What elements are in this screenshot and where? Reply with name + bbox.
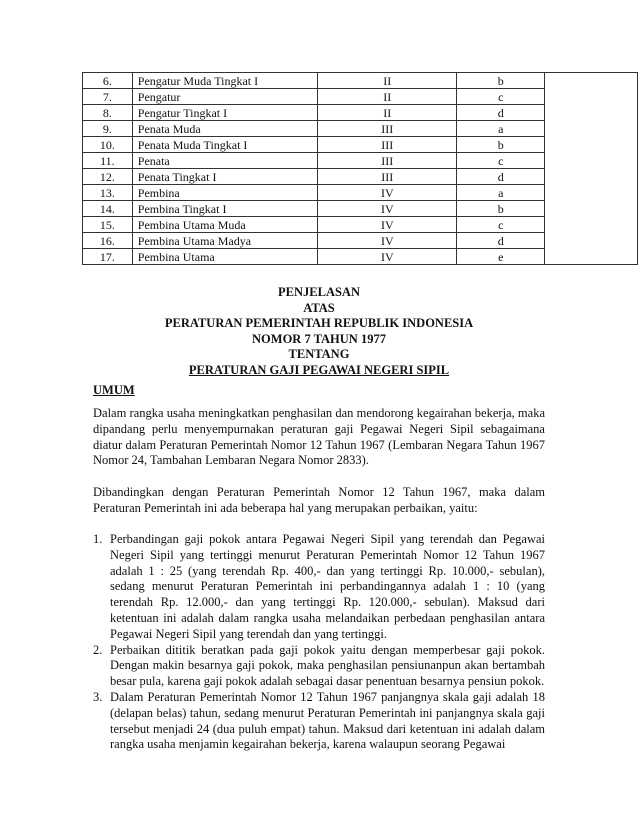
numbered-list [93, 532, 545, 753]
rank-name: Penata Tingkat I [132, 169, 317, 185]
golongan-cell: III [318, 153, 457, 169]
ruang-cell: c [457, 217, 545, 233]
row-number: 12. [83, 169, 133, 185]
paragraph: Dibandingkan dengan Peraturan Pemerintah Nomor 12 Tahun 1967, maka dalam Peraturan Pemerintah ini ada beberapa hal yang merupakan perbaikan, yaitu: [93, 485, 545, 515]
rank-name: Penata Muda [132, 121, 317, 137]
heading-line: NOMOR 7 TAHUN 1977 [252, 331, 386, 346]
list-item-text: Perbaikan dititik beratkan pada gaji pokok yaitu dengan memperbesar gaji pokok. Dengan makin besarnya gaji pokok, maka penghasilan pensiunanpun akan bertambah besar pula, karena gaji pokok adalah sebagai dasar penentuan besarnya pensiun pokok. [110, 642, 545, 689]
golongan-cell: IV [318, 249, 457, 265]
row-number: 6. [83, 73, 133, 89]
section-title: UMUM [93, 383, 135, 397]
rank-name: Penata [132, 153, 317, 169]
list-item [93, 643, 545, 690]
row-number: 8. [83, 105, 133, 121]
golongan-cell: III [318, 121, 457, 137]
golongan-cell: III [318, 169, 457, 185]
list-item-number: 3. [93, 689, 103, 704]
golongan-cell: IV [318, 185, 457, 201]
rank-name: Pembina Utama [132, 249, 317, 265]
ruang-cell: c [457, 153, 545, 169]
rank-name: Pembina Utama Madya [132, 233, 317, 249]
paragraph: Dalam rangka usaha meningkatkan penghasilan dan mendorong kegairahan bekerja, maka dipandang perlu menyempurnakan peraturan gaji Pegawai Negeri Sipil sebagaimana diatur dalam Peraturan Pemerintah Nomor 12 Tahun 1967 (Lembaran Negara Tahun 1967 Nomor 24, Tambahan Lembaran Negara Nomor 2833). [93, 406, 545, 468]
list-item [93, 690, 545, 753]
list-item-number: 2. [93, 642, 103, 657]
rank-table [82, 72, 638, 265]
golongan-cell: II [318, 73, 457, 89]
rank-name: Pengatur [132, 89, 317, 105]
ruang-cell: b [457, 73, 545, 89]
golongan-cell: II [318, 105, 457, 121]
row-number: 14. [83, 201, 133, 217]
golongan-cell: II [318, 89, 457, 105]
ruang-cell: d [457, 169, 545, 185]
rank-name: Pengatur Tingkat I [132, 105, 317, 121]
golongan-cell: IV [318, 217, 457, 233]
ruang-cell: d [457, 105, 545, 121]
rank-name: Penata Muda Tingkat I [132, 137, 317, 153]
rank-name: Pembina Utama Muda [132, 217, 317, 233]
row-number: 10. [83, 137, 133, 153]
ruang-cell: a [457, 121, 545, 137]
row-number: 16. [83, 233, 133, 249]
ruang-cell: d [457, 233, 545, 249]
heading-line: ATAS [303, 300, 335, 315]
heading-line: PENJELASAN [278, 285, 360, 299]
list-item-text: Dalam Peraturan Pemerintah Nomor 12 Tahun 1967 panjangnya skala gaji adalah 18 (delapan belas) tahun, sedang menurut Peraturan Pemerintah ini panjangnya skala gaji tersebut menjadi 24 (dua puluh empat) tahun. Maksud dari ketentuan ini adalah dalam rangka usaha menjamin kegairahan bekerja, karena walaupun seorang Pegawai [110, 689, 545, 752]
golongan-cell: III [318, 137, 457, 153]
list-item [93, 532, 545, 643]
explanation-heading [0, 285, 638, 378]
row-number: 11. [83, 153, 133, 169]
ruang-cell: b [457, 137, 545, 153]
heading-title: PERATURAN GAJI PEGAWAI NEGERI SIPIL [188, 362, 450, 377]
list-item-number: 1. [93, 532, 103, 546]
golongan-cell: IV [318, 201, 457, 217]
ruang-cell: a [457, 185, 545, 201]
rank-name: Pengatur Muda Tingkat I [132, 73, 317, 89]
row-number: 9. [83, 121, 133, 137]
row-number: 13. [83, 185, 133, 201]
rank-name: Pembina Tingkat I [132, 201, 317, 217]
golongan-cell: IV [318, 233, 457, 249]
row-number: 15. [83, 217, 133, 233]
heading-line: PERATURAN PEMERINTAH REPUBLIK INDONESIA [164, 316, 474, 330]
list-item-text: Perbandingan gaji pokok antara Pegawai Negeri Sipil yang terendah dan Pegawai Negeri Sipil yang tertinggi menurut Peraturan Pemerintah Nomor 12 Tahun 1967 adalah 1 : 25 (yang terendah Rp. 400,- dan yang tertinggi Rp. 10.000,- sebulan), sedang menurut Peraturan Pemerintah ini perbandingannya adalah 1 : 10 (yang terendah Rp. 12.000,- dan yang tertinggi Rp. 120.000,- sebulan). Maksud dari ketentuan ini adalah dalam rangka usaha melandaikan perbedaan penghasilan antara Pegawai Negeri Sipil yang terendah dan yang tertinggi. [110, 532, 545, 641]
row-number: 17. [83, 249, 133, 265]
ruang-cell: b [457, 201, 545, 217]
table-row [83, 73, 638, 89]
rank-name: Pembina [132, 185, 317, 201]
ruang-cell: e [457, 249, 545, 265]
row-number: 7. [83, 89, 133, 105]
rank-table-body [83, 73, 638, 265]
empty-cell [545, 73, 638, 265]
ruang-cell: c [457, 89, 545, 105]
heading-line: TENTANG [288, 347, 350, 361]
